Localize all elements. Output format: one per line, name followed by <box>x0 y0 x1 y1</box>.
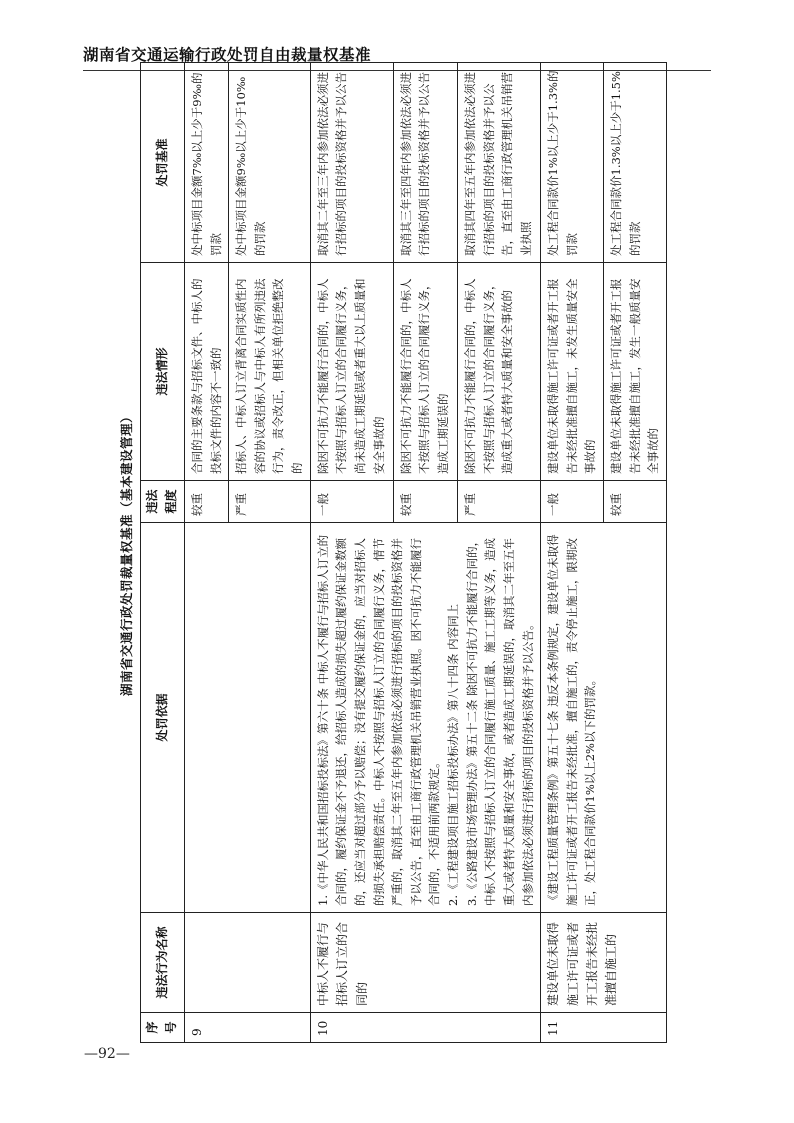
degree-cell: 一般 <box>541 481 604 523</box>
standard-cell: 处中标项目金额7‰以上少于9‰的罚款 <box>184 63 228 263</box>
standard-cell: 处工程合同款价1.3%以上少于1.5%的罚款 <box>604 63 667 263</box>
running-header: 湖南省交通运输行政处罚自由裁量权基准 <box>83 46 372 64</box>
situation-cell: 招标人、中标人订立背离合同实质性内容的协议或招标人与中标人有所列违法行为，责令改正，但相关单位拒绝整改的 <box>229 263 311 481</box>
table-row <box>310 63 393 1043</box>
standard-cell: 取消其四年至五年内参加依法必须进行招标的项目的投标资格并予以公告，直至由工商行政管理机关吊销营业执照 <box>457 63 540 263</box>
basis-item: 3.《公路建设市场管理办法》第五十二条 除因不可抗力不能履行合同的，中标人不按照与招标人订立的合同履行施工质量、施工工期等义务，造成重大或者特大质量和安全事故，或者造成工期延误的，取消其二年至五年内参加依法必须进行招标的项目的投标资格并予以公告。 <box>464 534 535 906</box>
col-header-basis: 处罚依据 <box>141 523 185 913</box>
table-row <box>541 63 604 1043</box>
situation-cell: 除因不可抗力不能履行合同的，中标人不按照与招标人订立的合同履行义务，造成重大或者特大质量和安全事故的 <box>457 263 540 481</box>
col-header-no: 序号 <box>141 1013 185 1043</box>
basis-item: 1.《中华人民共和国招标投标法》第六十条 中标人不履行与招标人订立的合同的，履约保证金不予退还，给招标人造成的损失超过履约保证金数额的，还应当对超过部分予以赔偿；没有提交履约保证金的，应当对招标人的损失承担赔偿责任。中标人不按照与招标人订立的合同履行义务，情节严重的，取消其二年至五年内参加依法必须进行招标的项目的投标资格并予以公告，直至由工商行政管理机关吊销营业执照。因不可抗力不能履行合同的，不适用前两款规定。 <box>315 534 442 906</box>
basis-cell <box>310 523 541 913</box>
table-title: 湖南省交通行政处罚裁量权基准（基本建设管理） <box>119 410 134 697</box>
basis-cell <box>184 523 310 913</box>
basis-item: 2.《工程建设项目施工招标投标办法》第八十四条 内容同上 <box>446 603 460 906</box>
penalty-table <box>140 62 667 1043</box>
situation-cell: 除因不可抗力不能履行合同的，中标人不按照与招标人订立的合同履行义务，造成工期延误的 <box>393 263 457 481</box>
table-header-row <box>141 63 185 1043</box>
situation-cell: 建设单位未取得施工许可证或者开工报告未经批准擅自施工，发生一般质量安全事故的 <box>604 263 667 481</box>
situation-cell: 除因不可抗力不能履行合同的，中标人不按照与招标人订立的合同履行义务，尚未造成工期延误或者重大以上质量和安全事故的 <box>310 263 393 481</box>
row-number: 9 <box>184 1013 310 1043</box>
standard-cell: 处工程合同款价1%以上少于1.3%的罚款 <box>541 63 604 263</box>
degree-cell: 较重 <box>184 481 228 523</box>
table-row <box>184 63 228 1043</box>
degree-cell: 严重 <box>457 481 540 523</box>
col-header-standard: 处罚基准 <box>141 63 185 263</box>
standard-cell: 取消其三年至四年内参加依法必须进行招标的项目的投标资格并予以公告 <box>393 63 457 263</box>
col-header-situation: 违法情形 <box>141 263 185 481</box>
degree-cell: 一般 <box>310 481 393 523</box>
degree-cell: 较重 <box>393 481 457 523</box>
degree-cell: 严重 <box>229 481 311 523</box>
violation-name-cell <box>184 913 310 1013</box>
violation-name-cell: 建设单位未取得施工许可证或者开工报告未经批准擅自施工的 <box>541 913 667 1013</box>
col-header-name: 违法行为名称 <box>141 913 185 1013</box>
standard-cell: 取消其二年至三年内参加依法必须进行招标的项目的投标资格并予以公告 <box>310 63 393 263</box>
page-number: —92— <box>84 1046 130 1062</box>
standard-cell: 处中标项目金额9‰以上少于10‰的罚款 <box>229 63 311 263</box>
row-number: 11 <box>541 1013 667 1043</box>
situation-cell: 建设单位未取得施工许可证或者开工报告未经批准擅自施工，未发生质量安全事故的 <box>541 263 604 481</box>
rotated-table-area <box>114 63 710 1043</box>
row-number: 10 <box>310 1013 541 1043</box>
violation-name-cell: 中标人不履行与招标人订立的合同的 <box>310 913 541 1013</box>
basis-cell: 《建设工程质量管理条例》第五十七条 违反本条例规定，建设单位未取得施工许可证或者开工报告未经批准，擅自施工的，责令停止施工，限期改正，处工程合同款价1%以上2%以下的罚款。 <box>541 523 667 913</box>
situation-cell: 合同的主要条款与招标文件、中标人的投标文件的内容不一致的 <box>184 263 228 481</box>
col-header-degree: 违法程度 <box>141 481 185 523</box>
degree-cell: 较重 <box>604 481 667 523</box>
